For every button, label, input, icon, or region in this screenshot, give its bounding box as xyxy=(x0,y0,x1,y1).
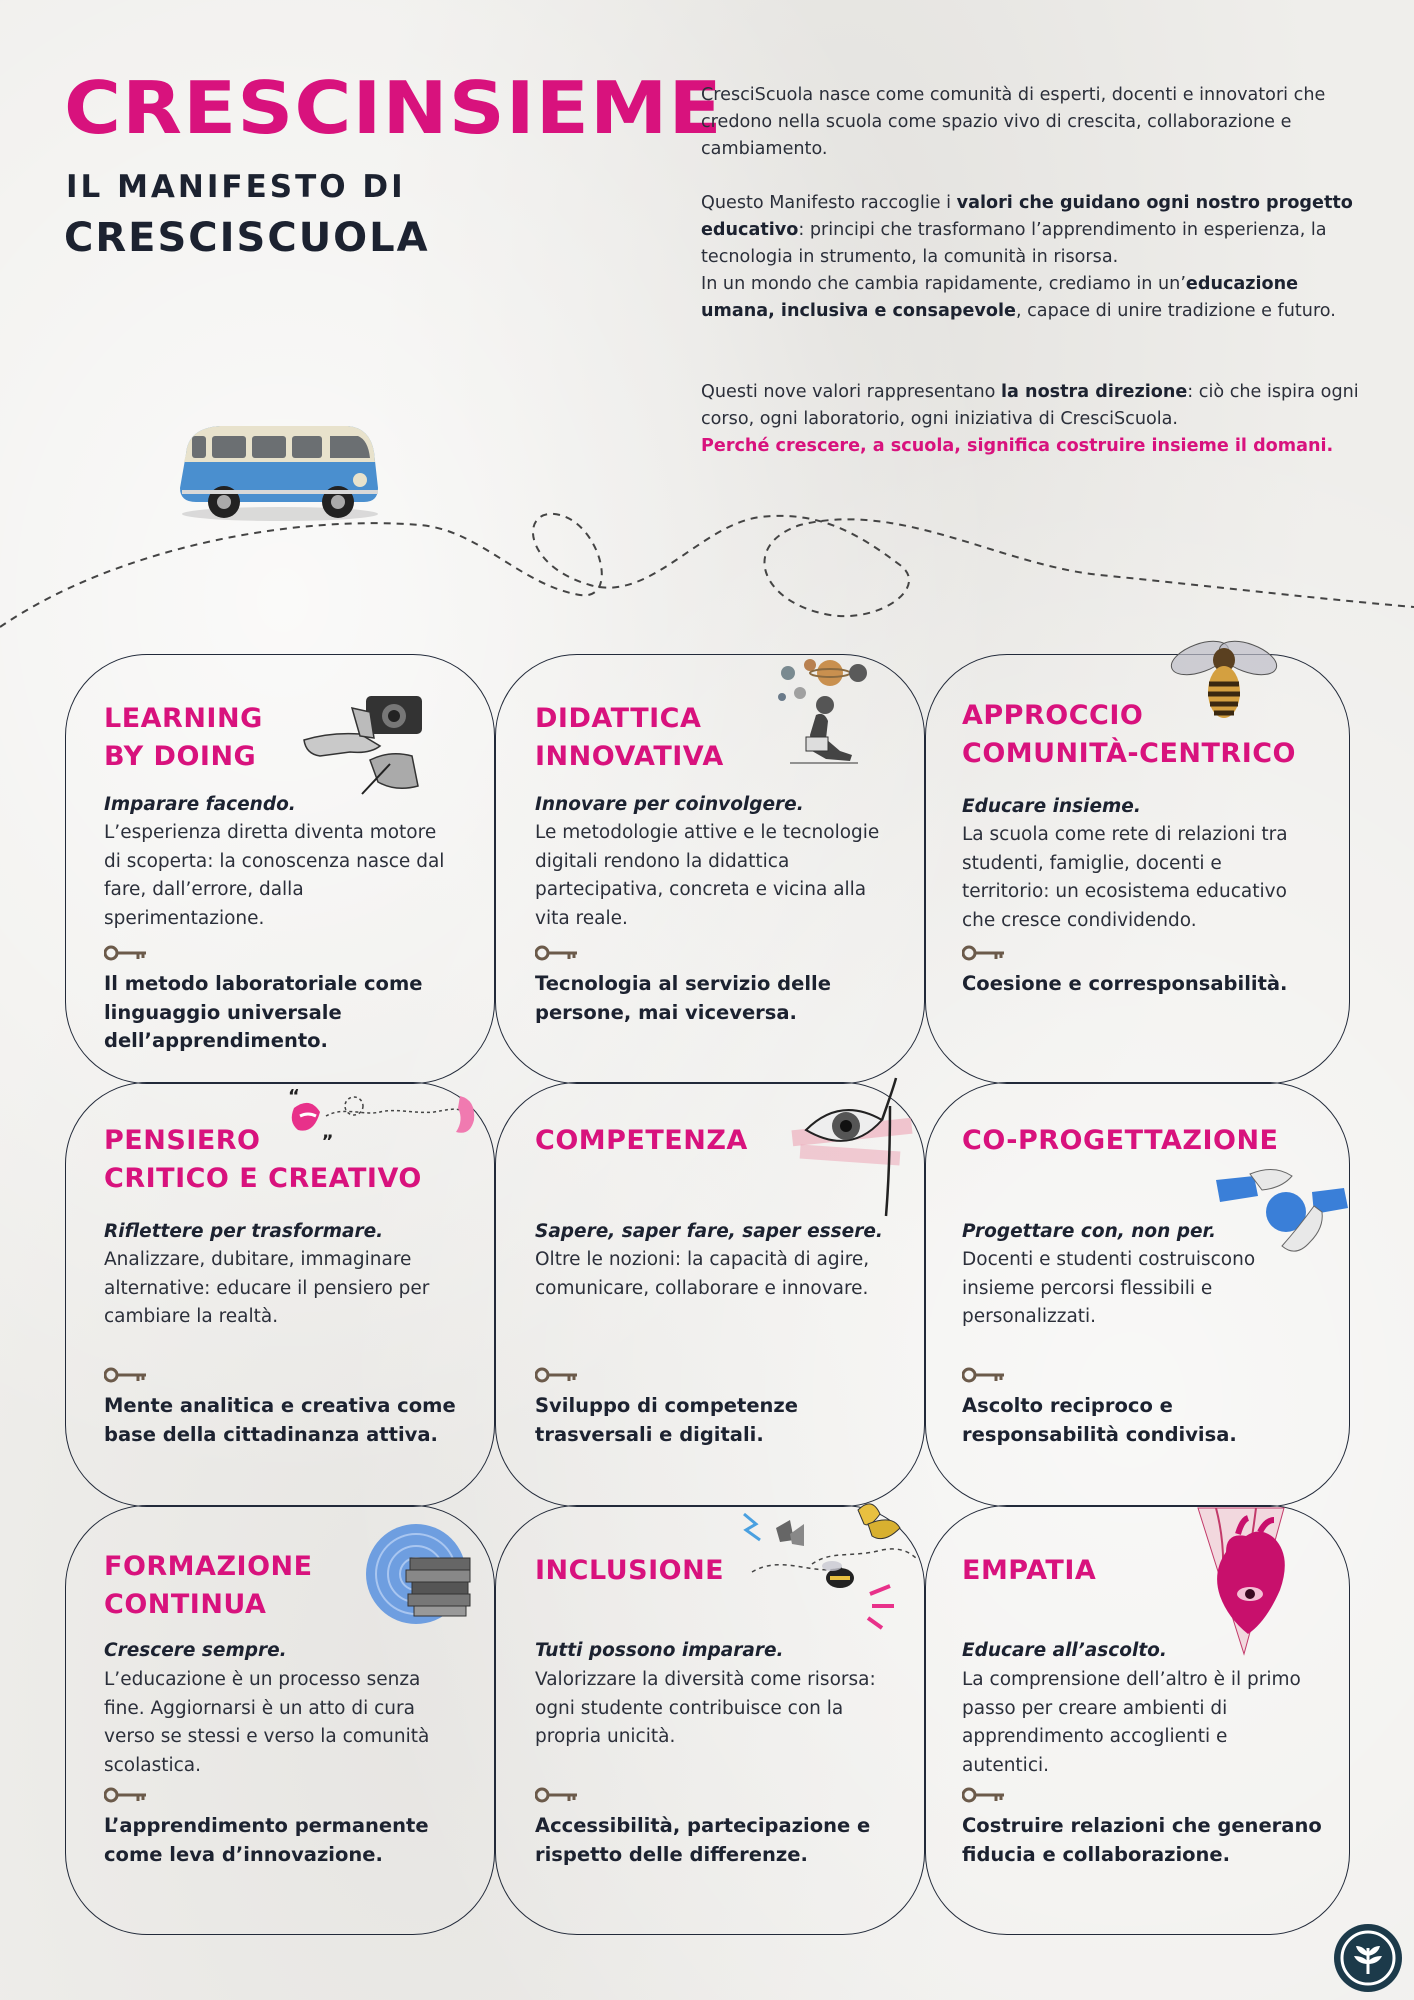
cresciscuola-logo-icon xyxy=(1334,1924,1402,1992)
card-motto: Il metodo laboratoriale come linguaggio universale dell’apprendimento. xyxy=(104,972,423,1052)
cresciscuola-wordmark: CRESCISCUOLA xyxy=(64,215,430,261)
card-title: FORMAZIONE CONTINUA xyxy=(104,1551,313,1620)
card-motto: Ascolto reciproco e responsabilità condivisa. xyxy=(962,1394,1237,1446)
card-tagline: Riflettere per trasformare. xyxy=(104,1221,384,1242)
key-icon xyxy=(104,1786,148,1804)
bee-icon xyxy=(1168,630,1280,725)
card-body: L’esperienza diretta diventa motore di scoperta: la conoscenza nasce dal fare, dall’errore, dalla sperimentazione. xyxy=(104,822,445,929)
card-title: APPROCCIO COMUNITÀ-CENTRICO xyxy=(962,700,1297,769)
card-tagline: Progettare con, non per. xyxy=(962,1221,1217,1242)
card-title: CO-PROGETTAZIONE xyxy=(962,1125,1279,1156)
card-motto: Coesione e corresponsabilità. xyxy=(962,972,1288,995)
manifesto-subtitle: IL MANIFESTO DI xyxy=(66,169,406,205)
key-icon xyxy=(962,1786,1006,1804)
card-tagline: Educare insieme. xyxy=(962,796,1141,817)
card-tagline: Crescere sempre. xyxy=(104,1640,287,1661)
card-tagline: Educare all’ascolto. xyxy=(962,1640,1167,1661)
brand-title: CRESCINSIEME xyxy=(64,66,723,150)
eye-icon xyxy=(790,1076,920,1220)
card-motto: Tecnologia al servizio delle persone, mai viceversa. xyxy=(535,972,831,1024)
card-title: COMPETENZA xyxy=(535,1125,748,1156)
card-title: EMPATIA xyxy=(962,1555,1097,1586)
child-reading-planets-icon xyxy=(770,655,875,770)
card-body: Docenti e studenti costruiscono insieme percorsi flessibili e personalizzati. xyxy=(962,1249,1256,1327)
card-title: PENSIERO CRITICO E CREATIVO xyxy=(104,1125,422,1194)
card-tagline: Innovare per coinvolgere. xyxy=(535,794,804,815)
card-body: La comprensione dell’altro è il primo passo per creare ambienti di apprendimento accoglienti e autentici. xyxy=(962,1669,1301,1776)
card-body: L’educazione è un processo senza fine. Aggiornarsi è un atto di cura verso se stessi e verso la comunità scolastica. xyxy=(104,1669,430,1776)
card-body: Analizzare, dubitare, immaginare alternative: educare il pensiero per cambiare la realtà. xyxy=(104,1249,430,1327)
card-motto: L’apprendimento permanente come leva d’innovazione. xyxy=(104,1814,429,1866)
card-tagline: Imparare facendo. xyxy=(104,794,296,815)
card-tagline: Sapere, saper fare, saper essere. xyxy=(535,1221,883,1242)
card-tagline: Tutti possono imparare. xyxy=(535,1640,784,1661)
svg-text:„: „ xyxy=(322,1122,334,1143)
card-title: INCLUSIONE xyxy=(535,1555,725,1586)
card-motto: Mente analitica e creativa come base della cittadinanza attiva. xyxy=(104,1394,456,1446)
camera-hands-icon xyxy=(300,690,430,795)
key-icon xyxy=(104,944,148,962)
key-icon xyxy=(104,1366,148,1384)
key-icon xyxy=(962,944,1006,962)
intro-paragraph-3: Questi nove valori rappresentano la nostra direzione: ciò che ispira ogni corso, ogni laboratorio, ogni iniziativa di CresciScuola. Perché crescere, a scuola, significa costruire insieme il domani. xyxy=(701,382,1359,456)
intro-paragraph-1: CresciScuola nasce come comunità di esperti, docenti e innovatori che credono nella scuola come spazio vivo di crescita, collaborazione e cambiamento. xyxy=(701,85,1326,159)
card-body: Valorizzare la diversità come risorsa: ogni studente contribuisce con la propria unicità. xyxy=(535,1669,876,1747)
card-title: LEARNING BY DOING xyxy=(104,703,263,772)
intro-paragraph-2: Questo Manifesto raccoglie i valori che guidano ogni nostro progetto educativo: principi che trasformano l’apprendimento in esperienza, la tecnologia in strumento, la comunità in risorsa. In un mondo che cambia rapidamente, crediamo in un’educazione umana, inclusiva e consapevole, capace di unire tradizione e futuro. xyxy=(701,193,1353,321)
butterflies-icon xyxy=(732,1494,922,1636)
key-icon xyxy=(535,1366,579,1384)
key-icon xyxy=(535,1786,579,1804)
dashed-path-decoration xyxy=(0,505,1414,635)
card-motto: Accessibilità, partecipazione e rispetto delle differenze. xyxy=(535,1814,871,1866)
card-motto: Sviluppo di competenze trasversali e digitali. xyxy=(535,1394,799,1446)
card-title: DIDATTICA INNOVATIVA xyxy=(535,703,724,772)
mouth-ear-icon xyxy=(284,1086,480,1146)
key-icon xyxy=(962,1366,1006,1384)
heart-eye-icon xyxy=(1196,1506,1300,1656)
card-body: Oltre le nozioni: la capacità di agire, comunicare, collaborare e innovare. xyxy=(535,1249,870,1299)
key-icon xyxy=(535,944,579,962)
svg-text:“: “ xyxy=(288,1086,300,1107)
card-body: Le metodologie attive e le tecnologie digitali rendono la didattica partecipativa, concreta e vicina alla vita reale. xyxy=(535,822,880,929)
books-icon xyxy=(364,1518,476,1636)
card-motto: Costruire relazioni che generano fiducia e collaborazione. xyxy=(962,1814,1322,1866)
card-body: La scuola come rete di relazioni tra studenti, famiglie, docenti e territorio: un ecosistema educativo che cresce condividendo. xyxy=(962,824,1288,931)
